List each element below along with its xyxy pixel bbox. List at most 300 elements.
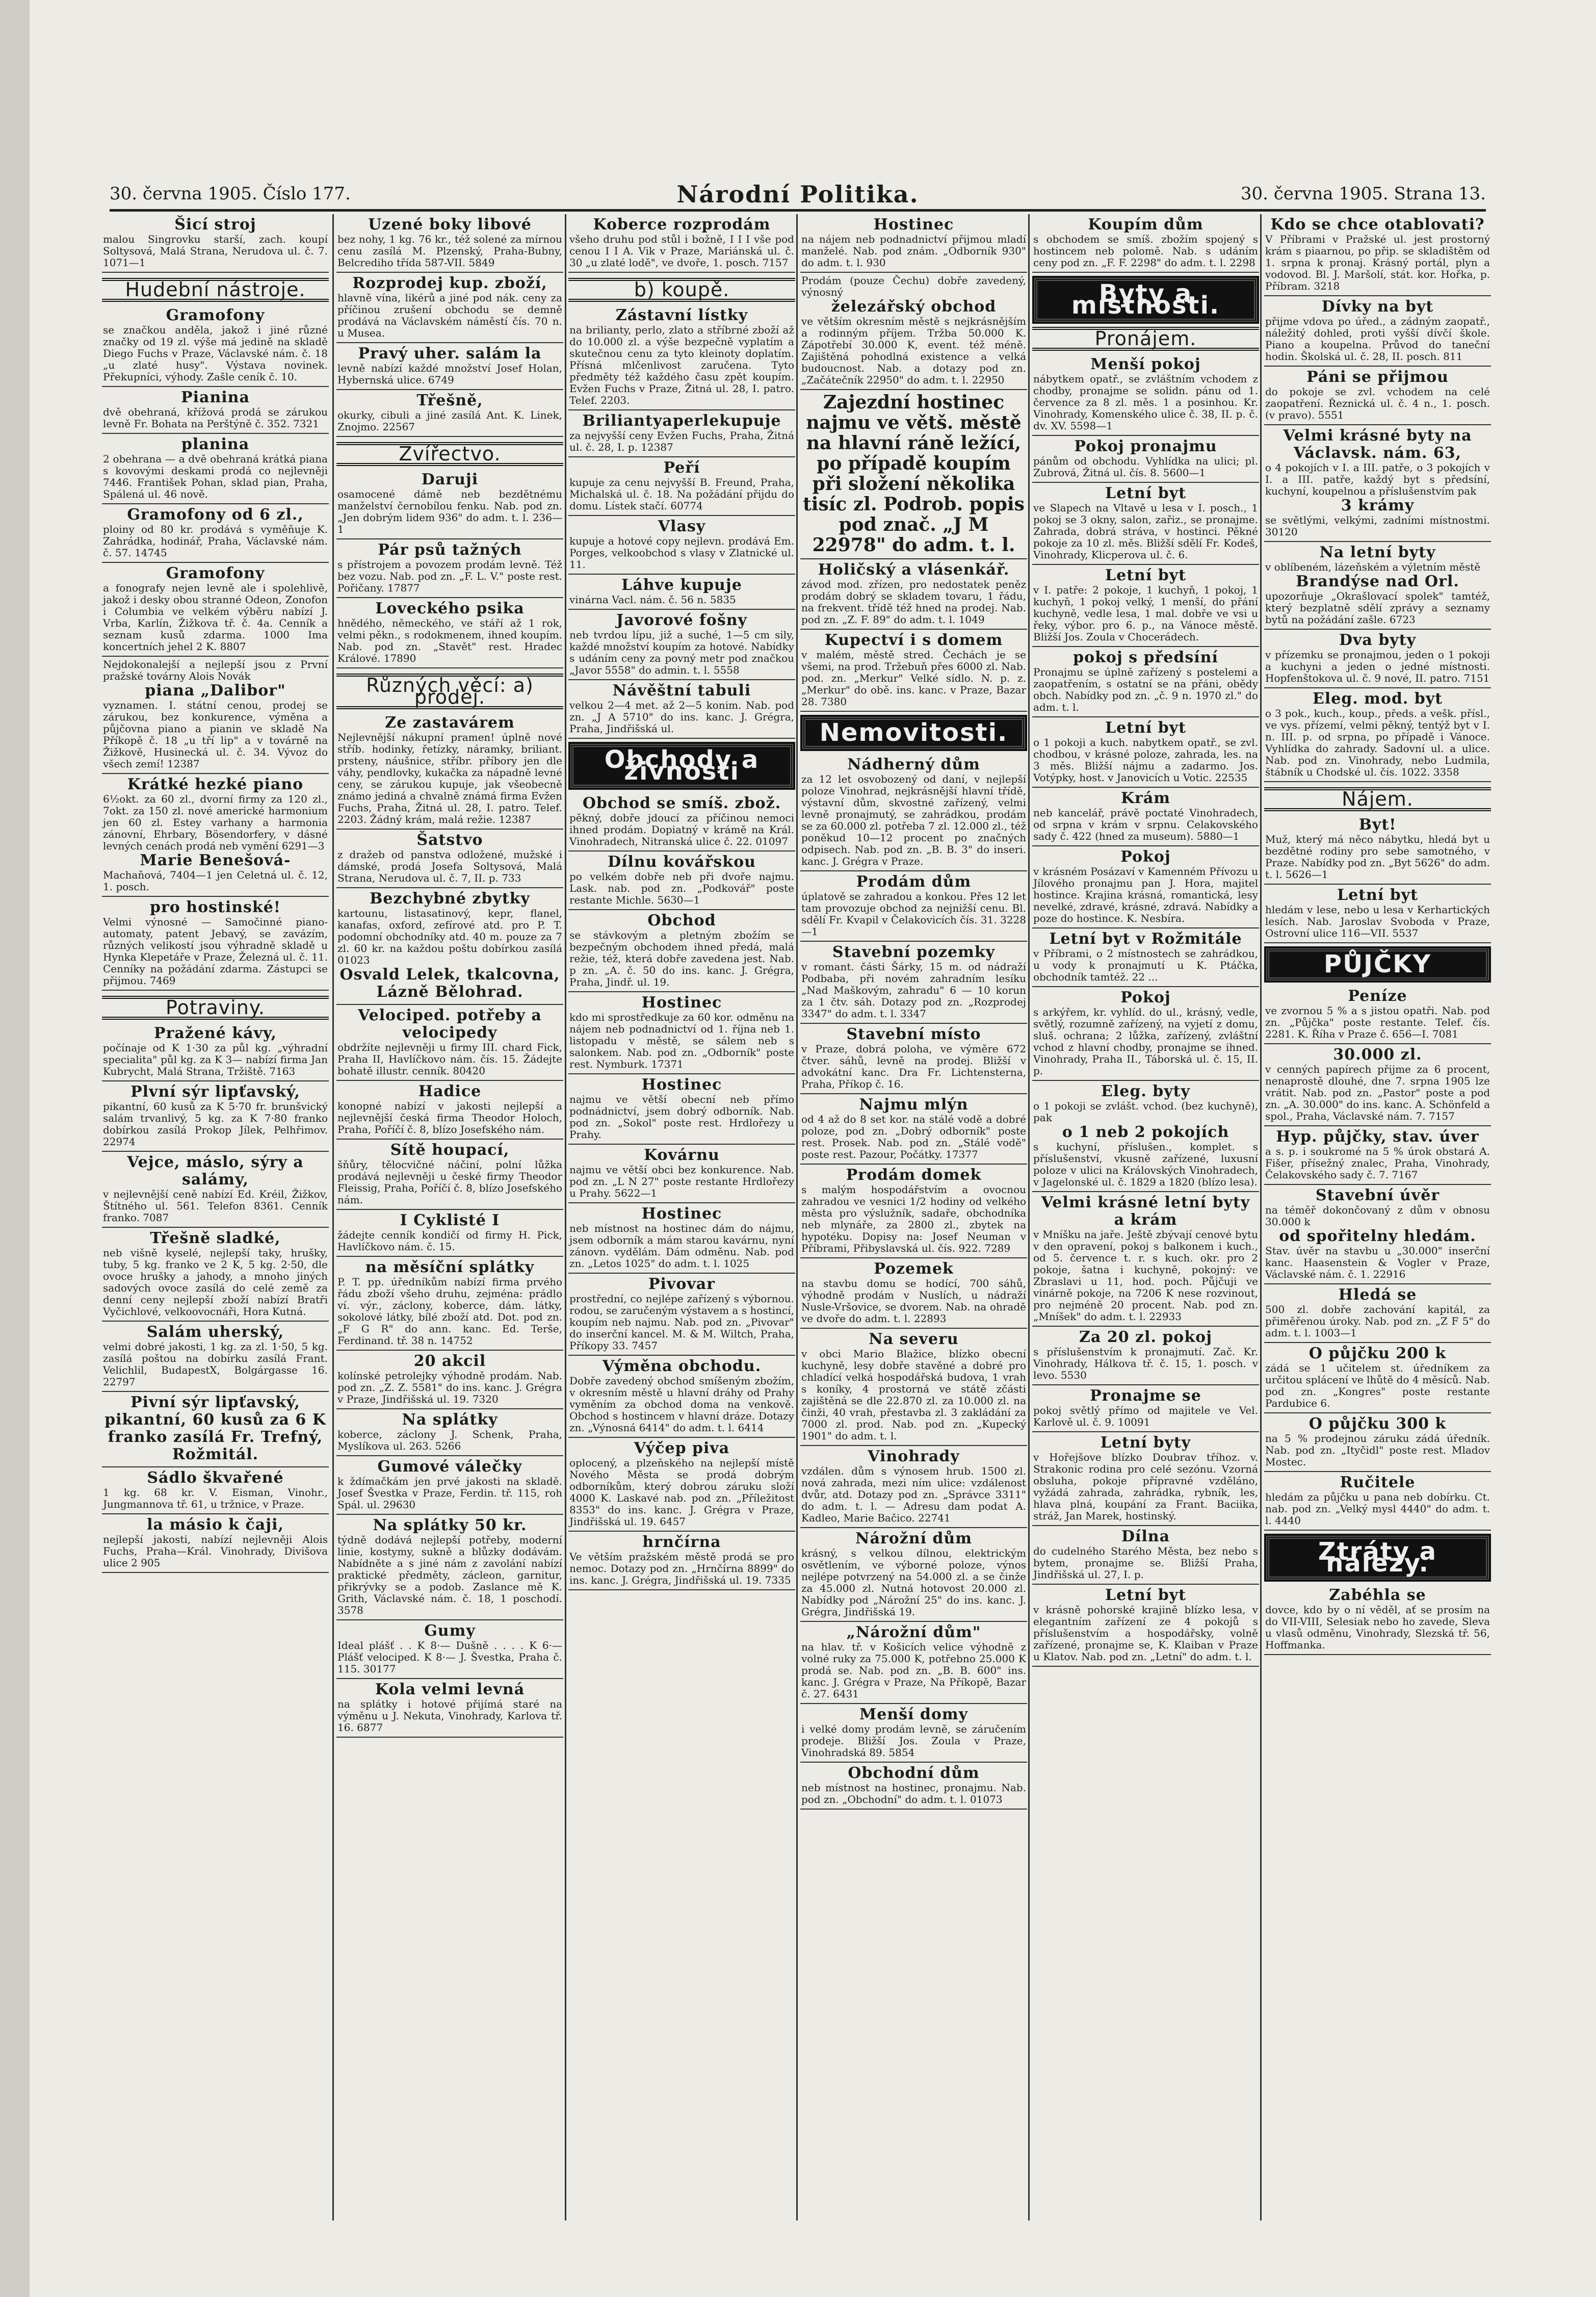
classified-ad: [568, 575, 795, 610]
ad-text: kdo mi sprostředkuje za 60 kor. odměnu na nájem neb podnadnictví od 1. října neb 1. listopadu v městě, se sálem neb s salonkem. Nab. pod zn. „Odborník" poste rest. Nymburk. 17371: [569, 1011, 794, 1070]
ad-text: se stávkovým a pletným zbožím se bezpečným obchodem ihned předá, malá režie, též, která dobře zavedena jest. Nab. p zn. „A. č. 50 do ins. kanc. J. Grégra, Praha, Jindř. ul. 19.: [569, 929, 794, 988]
ad-heading: Gumy: [424, 1622, 476, 1640]
ad-text: dvě obehraná, křížová prodá se zárukou levně Fr. Bohata na Perštýně č. 352. 7321: [103, 406, 328, 430]
ad-text: do cudelného Starého Města, bez nebo s bytem, pronajme se. Bližší Praha, Jindřišská ul. 27, I. p.: [1033, 1545, 1258, 1581]
classified-ad: [800, 754, 1027, 871]
ad-text: a fonografy nejen levně ale i spolehlivě, jakož i desky obou stranné Odeon, Zonofon i Columbia ve velkém výběru nabízí J. Vrba, Karlín, Žižkova tř. č. 4a. Cenník a seznam kusů zdarma. 1000 Ima koncertních jehel 2 K. 8807: [103, 582, 328, 653]
ad-heading: Holičský a vlásenkář.: [818, 561, 1010, 579]
ad-text: 6½okt. za 60 zl., dvorní firmy za 120 zl., 7okt. za 150 zl. nové americké harmonium jen 60 zl. Estey varhany a harmonia zánovní, Ehrbary, Bösendorfery, v dásné levných cenách prodá neb vymění 6291—3: [103, 793, 328, 852]
ad-text: o 3 pok., kuch., koup., předs. a vešk. přísl., ve vys. přízemí, velmi pěkný, tentýž byt v I. n. III. p. od srpna, po případě i Vánoce. Vyhlídka do zahrady. Sadovní ul. a ulice. Nab. pod zn. Vinohrady, nebo Ludmila, štábník u Chodské ul. čís. 1022. 3358: [1265, 707, 1490, 778]
ad-text: velkou 2—4 met. až 2—5 konim. Nab. pod zn. „J A 5710" do ins. kanc. J. Grégra, Praha, Jindřišská ul.: [569, 699, 794, 735]
classified-ad: [1264, 630, 1491, 688]
ad-heading: Dílna: [1121, 1528, 1170, 1545]
ad-text: ve větším okresním městě s nejkrásnějším a rodinným příjem. Tržba 50.000 K. Zápotřebí 30.000 K, event. též méně. Zajištěná pohodlná existence a velká budoucnost. Nab. a dotazy pod zn. „Začátečník 22950" do adm. t. l. 22950: [801, 315, 1026, 386]
newspaper-title: Národní Politika.: [676, 180, 919, 208]
ad-text: počínaje od K 1·30 za půl kg. „výhradní specialita" půl kg. za K 3— nabízí firma Jan Kubrycht, Malá Strana, Tržiště. 7163: [103, 1042, 328, 1077]
classified-ad: [1264, 214, 1491, 296]
ad-heading: Hostinec: [641, 994, 722, 1012]
classified-ad: [336, 712, 563, 830]
classified-ad: [1264, 688, 1491, 782]
classified-ad: [800, 942, 1027, 1024]
ad-text: přijme vdova po úřed., a zádným zaopatř., náležitý dohled, proti vyšší dívčí škole. Piano a koupelna. Průvod do taneční hodin. Školská ul. č. 28, II. posch. 811: [1265, 315, 1490, 363]
section-banner: Byty a místnosti.: [1034, 278, 1257, 322]
classified-ad: [800, 1024, 1027, 1094]
ad-heading: piana „Dalibor": [145, 682, 286, 700]
classified-ad: [568, 214, 795, 273]
section-banner: Ztráty a nálezy.: [1266, 1536, 1489, 1580]
ad-heading: Dva byty: [1339, 631, 1417, 649]
ad-heading: Obchodní dům: [848, 1764, 980, 1782]
ad-heading: Prodám domek: [846, 1166, 982, 1184]
ad-text: v Příbrami, o 2 místnostech se zahrádkou, u vody k pronajmutí u K. Ptáčka, obchodník tamtéž. 22 ...: [1033, 947, 1258, 983]
column-3: [568, 214, 795, 2221]
ad-heading: Za 20 zl. pokoj: [1079, 1328, 1212, 1346]
ad-text: v obci Mario Blažice, blízko obecní kuchyně, lesy dobře stavěné a dobré pro chladící velká hospodářská budova, 1 vrah s koníky, 4 prostorná ve státě zčásti zajištěná se dle 22.870 zl. za 10.000 zl. na činži, 40 vrah, přestavba zl. 3 zakládání za 7000 zl. prod. Nab. pod zn. „Kupecký 1901" do adm. t. l.: [801, 1348, 1026, 1442]
ad-text: s arkýřem, kr. vyhlíd. do ul., krásný, vedle, světlý, rozumně zařízený, na vyjetí z domu, sluš. ochrana; 2 lůžka, zařízený, zvláštní vchod z hlavní chodby, pronajme se ihned. Vinohrady, Praha II., Táborská ul. č. 15, II. p.: [1033, 1006, 1258, 1077]
ad-text: koberce, záclony J. Schenk, Praha, Myslíkova ul. 263. 5266: [337, 1428, 562, 1452]
ad-heading: Rozprodej kup. zboží,: [352, 274, 547, 292]
ad-text: v Hořejšove blízko Doubrav tříhoz. v. Strakonic rodina pro celé sezónu. Vzorná obsluha, pokoje přípravné vzděláno, vyžádá zahrada, zahrádka, rybník, les, hlava plná, koupání za Frant. Baciika, stráž, Jan Marek, hostinský.: [1033, 1451, 1258, 1522]
ad-heading: la másio k čaji,: [147, 1516, 284, 1534]
ad-heading: Koberce rozprodám: [593, 216, 771, 234]
ad-heading: Krám: [1120, 789, 1171, 807]
section-banner: Obchody a živnosti: [570, 744, 793, 788]
ad-heading: Velociped. potřeby a velocipedy: [358, 1006, 542, 1042]
ad-heading: Byt!: [1358, 816, 1397, 834]
ad-heading: Třešně sladké,: [150, 1229, 281, 1247]
column-6: [1264, 214, 1491, 2221]
ad-heading: Na letní byty: [1319, 544, 1436, 561]
classified-ad: [568, 992, 795, 1074]
classified-ad: [800, 1094, 1027, 1165]
ad-text: 500 zl. dobře zachování kapitál, za přiměřenou úroky. Nab. pod zn. „Z F 5" do adm. t. l. 1003—1: [1265, 1303, 1490, 1339]
classified-ad: [568, 1203, 795, 1274]
ad-heading: na měsíční splátky: [365, 1258, 535, 1276]
classified-ad: [1032, 436, 1259, 483]
ad-text: od 4 až do 8 set kor. na stálé vodě a dobré poloze, pod zn. „Dobrý odborník" poste rest. Prosek. Nab. pod zn. „Stálé vodě" poste rest. Pazour, Počátky. 17377: [801, 1113, 1026, 1160]
section-heading: Hudební nástroje.: [102, 278, 329, 302]
ad-heading: Menší pokoj: [1090, 355, 1201, 373]
column-rule: [332, 214, 334, 2221]
ad-heading: Gumové válečky: [377, 1458, 522, 1476]
classified-ad: [1032, 1385, 1259, 1432]
ad-text: kolínské petrolejky výhodně prodám. Nab. pod zn. „Z. Z. 5581" do ins. kanc. J. Grégra v Praze, Jindřišská ul. 19. 7320: [337, 1370, 562, 1405]
ad-text: Muž, který má něco nábytku, hledá byt u bezdětné rodiny pro sebe samotného, v Praze. Nabídky pod zn. „Byt 5626" do adm. t. l. 5626—1: [1265, 833, 1490, 881]
classified-ad: [1264, 542, 1491, 630]
section-heading: Pronájem.: [1032, 327, 1259, 351]
ad-text: na nájem neb podnadnictví přijmou mladí manželé. Nab. pod znám. „Odborník 930" do adm. t. l. 930: [801, 233, 1026, 269]
column-5: [1032, 214, 1259, 2221]
classified-ad: [336, 539, 563, 598]
ad-heading: Letní byt: [1337, 886, 1418, 904]
column-rule: [565, 214, 566, 2221]
ad-text: kupuje a hotové copy nejlevn. prodává Em. Porges, velkoobchod s vlasy v Zlatnické ul. 11.: [569, 535, 794, 571]
ad-heading: Hledá se: [1338, 1286, 1417, 1304]
classified-ad: [568, 793, 795, 851]
ad-heading: Vejce, máslo, sýry a salámy,: [127, 1153, 304, 1189]
classified-ad: [1264, 1585, 1491, 1655]
classified-ad: [568, 1145, 795, 1203]
classified-ad: [102, 563, 329, 657]
classified-ad: [102, 1152, 329, 1228]
ad-text: hledám v lese, nebo u lesa v Kerhartických lesích. Nab. Jaroslav Svoboda v Praze, Ostrovní ulice 116—VII. 5537: [1265, 904, 1490, 939]
classified-ad: [568, 305, 795, 410]
ad-text: malou Singrovku starší, zach. koupí Soltysová, Malá Strana, Nerudova ul. č. 7. 1071—1: [103, 233, 328, 269]
ad-text: Ve větším pražském městě prodá se pro nemoc. Dotazy pod zn. „Hrnčírna 8899" do ins. kanc. J. Grégra, Jindřišská ul. 19. 7335: [569, 1551, 794, 1586]
classified-ad: [336, 343, 563, 390]
ad-heading: O půjčku 200 k: [1309, 1345, 1447, 1362]
classified-ad: [568, 410, 795, 457]
ad-text: na téměř dokončovaný z dům v obnosu 30.000 k: [1265, 1204, 1490, 1228]
ad-text: kupuje za cenu nejvyšší B. Freund, Praha, Michalská ul. č. 18. Na požádání přijdu do domu. Lístek stačí. 60774: [569, 476, 794, 512]
ad-text: neb kancelář, právě poctaté Vinohradech, od srpna v krám v srpnu. Celakovského sady č. 422 (hned za museum). 5880—1: [1033, 807, 1258, 842]
classified-ad: [102, 1467, 329, 1514]
ad-heading: Koupím dům: [1088, 216, 1203, 234]
ad-text: P. T. pp. úředníkům nabízí firma prvého řádu zboží všeho druhu, zejména: prádlo ví. výr., záclony, koberce, dám. látky, sokolové látky, bílé zboží atd. Dot. pod zn. „F G R" do ann. kanc. Ed. Terše, Ferdinand. tř. 38 n. 14752: [337, 1276, 562, 1347]
ad-text: žádejte cenník kondičí od firmy H. Pick, Havlíčkovo nám. č. 15.: [337, 1229, 562, 1253]
ad-text: se světlými, velkými, zadními místnostmi. 30120: [1265, 514, 1490, 538]
classified-ad: [568, 516, 795, 575]
classified-ad: [568, 610, 795, 680]
ad-heading: Vlasy: [658, 518, 706, 535]
ad-heading: O půjčku 300 k: [1309, 1415, 1447, 1433]
ad-text: V Příbrami v Pražské ul. jest prostorný krám s piaarnou, po přip. se skladištěm od 1. srpna k pronaj. Krásný portál, plyn a vodovod. Bl. J. Maršolí, stát. kor. Hořka, p. Příbram. 3218: [1265, 233, 1490, 292]
ad-text: hlavně vína, likérů a jiné pod nák. ceny za příčinou zrušení obchodu se demně prodává na Václavském náměstí čís. 70 n. u Musea.: [337, 292, 562, 339]
ad-heading: Eleg. mod. byt: [1312, 690, 1443, 708]
ad-heading: Krátké hezké piano: [127, 776, 304, 793]
ad-heading: Sítě houpací,: [390, 1141, 510, 1159]
classified-ad: [568, 1274, 795, 1356]
classified-ad: [336, 390, 563, 437]
ad-heading: Hostinec: [641, 1076, 722, 1094]
classified-ad: [102, 774, 329, 897]
ad-heading: Hostinec: [873, 216, 954, 234]
ad-heading: Šatstvo: [416, 831, 483, 849]
ad-heading: pokoj s předsíní: [1073, 649, 1218, 666]
ad-heading: planina: [181, 435, 250, 453]
ad-heading: hrnčírna: [642, 1533, 721, 1551]
column-1: [102, 214, 329, 2221]
classified-ad: [336, 469, 563, 539]
classified-ad: [1264, 367, 1491, 425]
ad-heading: Uzené boky libové: [368, 216, 532, 234]
ad-heading: Na severu: [869, 1330, 959, 1348]
ad-text: okurky, cibuli a jiné zasílá Ant. K. Linek, Znojmo. 22567: [337, 409, 562, 433]
ad-heading: Gramofony: [166, 564, 265, 582]
classified-ad: [336, 1515, 563, 1620]
classified-ad: [1264, 1126, 1491, 1185]
ad-text: závod mod. zřízen, pro nedostatek peněz prodám dobrý se skladem tovaru, 1 řádu, na frekvent. třídě též hned na prodej. Nab. pod zn. „Z. F. 89" do adm. t. l. 1049: [801, 578, 1026, 626]
classified-ad: [102, 1514, 329, 1573]
ad-heading: Letní byty: [1100, 1434, 1191, 1452]
ad-text: najmu ve větší obecní neb přímo podnádnictví, jsem dobrý odborník. Nab. pod zn. „Sokol" poste rest. Hrdlořezy u Prahy.: [569, 1093, 794, 1141]
classified-ad: [1264, 1343, 1491, 1413]
classified-ad: [1032, 483, 1259, 565]
ad-text: ve zvornou 5 % a s jistou opatři. Nab. pod zn. „Půjčka" poste restante. Telef. čís. 2281. K. Říha v Praze č. 656—I. 7081: [1265, 1004, 1490, 1040]
ad-text: všeho druhu pod stůl i božně, I I I vše pod cenou I I A. Vik v Praze, Mariánská ul. č. 30 „u zlaté lodě", ve dvoře, 1. posch. 7157: [569, 233, 794, 269]
ad-text: neb místnost na hostinec, pronajmu. Nab. pod zn. „Obchodní" do adm. t. l. 01073: [801, 1782, 1026, 1805]
ad-text: v přízemku se pronajmou, jeden o 1 pokoji a kuchyni a jeden o jedné místnosti. Hopfenštokova ul. č. 9 nové, II. patro. 7151: [1265, 649, 1490, 684]
classified-ad: [800, 871, 1027, 942]
ad-text: se značkou anděla, jakož i jiné různé značky od 19 zl. výše má jedině na skladě Diego Fuchs v Praze, Václavské nám. č. 18 „u zlaté husy". Výstava novinek. Překupníci, výhody. Zašle ceník č. 10.: [103, 324, 328, 383]
ad-heading: Pravý uher. salám la: [358, 345, 542, 363]
classified-ad: [800, 1165, 1027, 1258]
ad-heading: Gramofony: [166, 306, 265, 324]
ad-text: velmi dobré jakosti, 1 kg. za zl. 1·50, 5 kg. zasílá poštou na dobírku zasílá Frant. Velichlil, BudapestX, Bolgárgasse 16. 22797: [103, 1340, 328, 1388]
ad-text: hnědého, německého, ve stáří až 1 rok, velmi pěkn., s rodokmenem, ihned koupím. Nab. pod zn. „Stavět" rest. Hradec Králové. 17890: [337, 617, 562, 664]
classified-ad: [800, 214, 1027, 273]
ad-text: v Praze, dobrá poloha, ve výměre 672 čtver. sáhů, levně na prodej. Bližší v advokátní kanc. Dra Fr. Lichtensterna, Praha, Příkop č. 16.: [801, 1043, 1026, 1090]
ad-text: vzdálen. dům s výnosem hrub. 1500 zl. nová zahrada, mezi ním ulice: vzdálenost dvůr, atd. Dotazy pod zn. „Správce 3311" do adm. t. l. — Adresu dam podat A. Kadleo, Marie Bačico. 22741: [801, 1465, 1026, 1524]
ad-text: 1 kg. 68 kr. V. Eisman, Vinohr., Jungmannova tř. 61, u tržnice, v Praze.: [103, 1486, 328, 1510]
ad-text: v I. patře: 2 pokoje, 1 kuchyň, 1 pokoj, 1 kuchyň, 1 pokoj velký, 1 menší, do přání kuchyně, vedle lesa, 1 mal. dobře ve vsi u řeky, výbor. pro 6. p., na Vánoce městě. Bližší Jos. Zoula v Chocerádech.: [1033, 584, 1258, 643]
ad-heading: Salám uherský,: [146, 1323, 284, 1341]
classified-ad: [1032, 788, 1259, 846]
ad-text: levně nabízí každé množství Josef Holan, Hybernská ulice. 6749: [337, 362, 562, 386]
ad-heading: Daruji: [421, 471, 479, 488]
ad-text: v Mníšku na jaře. Ještě zbývají cenové bytu v den opravení, pokoj s balkonem i kuch., od 5. července t. r. s kuch. okr. pro 2 pokoje, šatna i kuchyně, pokojný: ve Zbraslavi u 11, hod. poch. Půjčuji ve vinárně pokoje, na 7206 K nese rozvinout, pro nejméně 20 procent. Nab. pod zn. „Mníšek" do adm. t. l. 22933: [1033, 1228, 1258, 1323]
ad-heading: Velmi krásné letní byty a krám: [1041, 1194, 1250, 1229]
ad-heading: Velmi krásné byty na Václavsk. nám. 63,: [1283, 427, 1472, 462]
ad-heading: Loveckého psika: [375, 600, 525, 617]
ad-text: Velmi výnosné — Samočinné piano-automaty, patent Jebavý, se zavázím, různých velikostí jsou výhradně skladě u Hynka Klepetáře v Praze, Železná ul. č. 11. Cenníky na požádání zdarma. Zástupci se přijmou. 7469: [103, 916, 328, 987]
classified-ad: [1264, 986, 1491, 1044]
ad-heading: Dívky na byt: [1321, 298, 1434, 316]
classified-ad: [1264, 1472, 1491, 1531]
classified-ad: [800, 1622, 1027, 1704]
column-rule: [1028, 214, 1030, 2221]
ad-text: pěkný, dobře jdoucí za příčinou nemoci ihned prodám. Dopiatný v krámě na Král. Vinohradech, Nitranská ulice č. 22. 01097: [569, 812, 794, 847]
ad-text: v nejlevnější ceně nabízí Ed. Kréil, Žižkov, Štítného ul. 561. Telefon 8361. Cenník franko. 7087: [103, 1188, 328, 1224]
classified-ad: [102, 504, 329, 563]
ad-text: na splátky i hotové přijímá staré na výměnu u J. Nekuta, Vinohrady, Karlova tř. 16. 6877: [337, 1698, 562, 1734]
ad-heading: Marie Benešová-: [140, 851, 291, 869]
ad-text: na stavbu domu se hodící, 700 sáhů, výhodně prodám v Nuslích, u nádraží Nusle-Vršovice, se dvorem. Nab. na ohradě ve dvoře do adm. t. l. 22893: [801, 1277, 1026, 1325]
ad-heading: Na splátky: [402, 1411, 498, 1429]
classified-ad: [336, 1140, 563, 1210]
section-heading: Potraviny.: [102, 996, 329, 1020]
ad-text: za 12 let osvobozený od daní, v nejlepší poloze Vinohrad, nejkrásnější hlavní třídě, výstavní dům, skvostné zařízený, velmi levně pronajmutý, se zahrádkou, prodám se za 60.000 zl. potřeba 7 zl. 12.000 zl., též poněkud 10—12 procent po značných odpisech. Nab. pod zn. „B. B. 3" do inseri. kanc. J. Grégra v Praze.: [801, 773, 1026, 867]
ad-heading: Ze zastavárem: [385, 714, 515, 732]
ad-text: na 5 % prodejnou záruku zádá úředník. Nab. pod zn. „Ityčidl" poste rest. Mladov Mostec.: [1265, 1432, 1490, 1468]
classified-ad: [1264, 1044, 1491, 1126]
classified-ad: [1264, 1284, 1491, 1343]
ad-heading: Pivovar: [648, 1275, 716, 1293]
ad-heading: o 1 neb 2 pokojích: [1062, 1123, 1229, 1141]
classified-ad: [102, 214, 329, 273]
ad-heading: Letní byt v Rožmitále: [1049, 930, 1242, 948]
classified-ad: [336, 1456, 563, 1515]
ad-heading: Obchod: [647, 912, 716, 930]
ad-text: s kuchyní, příslušen., komplet. s příslušenství, vkusně zařízené, luxusní poloze v ulici na Královských Vinohradech, v Jagelonské ul. č. 1829 a 1820 (blízo lesa).: [1033, 1141, 1258, 1188]
ad-heading: Hostinec: [641, 1205, 722, 1223]
column-4: [800, 214, 1027, 2221]
ad-text: kartounu, listasatinový, kepr, flanel, kanafas, oxford, zefírové atd. pro P. T. podomní obchodníky atd. 40 m. pouze za 7 zl. 60 kr. na každou poštu dobírkou zasílá 01023: [337, 907, 562, 966]
ad-text: konopné nabízí v jakosti nejlepší a nejlevnější česká firma Theodor Holoch, Praha, Poříčí č. 8, blízo Josefského nám.: [337, 1100, 562, 1135]
ad-text: s přístrojem a povozem prodám levně. Též bez vozu. Nab. pod zn. „F. L. V." poste rest. Pořičany. 17877: [337, 558, 562, 594]
section-banner: Nemovitosti.: [802, 717, 1025, 749]
ad-text: bez nohy, 1 kg. 76 kr., též solené za mírnou cenu zasílá M. Plzenský, Praha-Bubny, Belcrediho třída 587-VII. 5849: [337, 233, 562, 269]
classified-ad: [102, 897, 329, 991]
ad-text: v krásně pohorské krajině blízko lesa, v elegantním zařízení ze 4 pokojů s příslušenstvím a hospodářsky, volně zařízené, pronajme se, K. Klaiban v Praze u Klatov. Nab. pod zn. „Letní" do adm. t. l.: [1033, 1604, 1258, 1663]
ad-heading: „Nárožní dům": [846, 1623, 981, 1641]
classified-ad: [336, 273, 563, 343]
ad-heading: Kovárnu: [644, 1146, 720, 1164]
classified-ad: [800, 1528, 1027, 1622]
classified-ad: [1032, 1585, 1259, 1667]
ad-text: najmu ve větší obci bez konkurence. Nab. pod zn. „L N 27" poste restante Hrdlořezy u Prahy. 5622—1: [569, 1164, 794, 1199]
ad-heading: Pokoj pronajmu: [1074, 437, 1217, 455]
section-banner: PŮJČKY: [1266, 948, 1489, 980]
ad-heading: Letní byt: [1105, 566, 1186, 584]
classified-ad: [800, 1329, 1027, 1446]
ad-text: pánům od obchodu. Vyhlídka na ulici; pl. Zubrová, Žitná ul. čís. 8. 5600—1: [1033, 455, 1258, 479]
classified-ad: [1264, 814, 1491, 885]
ad-heading: Kupectví i s domem: [824, 631, 1003, 649]
classified-ad: [336, 214, 563, 273]
classified-ad: [102, 434, 329, 504]
classified-ad: [568, 457, 795, 516]
ad-text: i velké domy prodám levně, se záručením prodeje. Bližší Jos. Zoula v Praze, Vinohradská 89. 5854: [801, 1723, 1026, 1759]
ad-heading: Zajezdní hostinec najmu ve větš. městě na hlavní ráně ležící, po případě koupím při složení několika tisíc zl. Podrob. popis pod znač. „J M 22978" do adm. t. l.: [803, 392, 1025, 556]
ad-heading: Plvní sýr lipťavský,: [130, 1083, 300, 1101]
classified-ad: [568, 851, 795, 910]
classified-ad: [1032, 565, 1259, 647]
classified-ad: [800, 1446, 1027, 1528]
ad-text: vyznamen. I. státní cenou, prodej se zárukou, bez konkurence, výměna a půjčovna piano a pianin ve skladě Na Příkopě č. 18 „u tří lip" a v továrně na Žižkově, Husinecká ul. č. 34. Vývoz do všech zemí! 12387: [103, 699, 328, 770]
classified-ad: [102, 305, 329, 387]
ad-text: a s. p. i soukromé na 5 % úrok obstará A. Fišer, přísežný znalec, Praha, Vinohrady, Čelakovského sady č. 7. 7167: [1265, 1145, 1490, 1181]
ad-text: neb višně kyselé, nejlepší taky, hrušky, tuby, 5 kg. franko ve 2 K, 5 kg. 2·50, dle ovoce hrušky a jahody, a mnoho jiných sadových ovoce zasílá do celé země za denní ceny nejlepší zboží nabízí Bratři Vyčichlové, velkoovocnáři, Hora Kutná.: [103, 1247, 328, 1318]
ad-text: nejlepší jakosti, nabízí nejlevněji Alois Fuchs, Praha—Král. Vinohrady, Divišova ulice 2 905: [103, 1533, 328, 1569]
ad-text: Pronajmu se úplně zařízený s postelemi a zaopatřením, s ostatní se na přáni, obědy obch. Nabídky pod zn. „č. 9 n. 1970 zl." do adm. t. l.: [1033, 666, 1258, 713]
ad-heading: Výměna obchodu.: [602, 1357, 762, 1375]
ad-text: neb místnost na hostinec dám do nájmu, jsem odborník a mám starou kavárnu, nyní zánovn. vydělám. Dám odměnu. Nab. pod zn. „Letos 1025" do adm. t. l. 1025: [569, 1222, 794, 1270]
ad-text: ve Slapech na Vltavě u lesa v I. posch., 1 pokoj se 3 okny, salon, zařiz., se pronajme. Zahrada, dobrá stráva, v hostinci. Pěkné pokoje za 10 zl. měs. Bližší sdělí Fr. Kodeš, Vinohrady, Klicperova ul. č. 6.: [1033, 502, 1258, 561]
ad-text: ploiny od 80 kr. prodává s vyměňuje K. Zahrádka, hodinář, Praha, Václavské nám. č. 57. 14745: [103, 523, 328, 559]
classified-ad: [568, 1074, 795, 1145]
ad-heading: pro hostinské!: [150, 898, 281, 916]
classified-ad: [102, 387, 329, 434]
ad-heading: Návěštní tabuli: [612, 682, 751, 700]
ad-text: v malém, městě stred. Čechách je se všemi, na prod. Tržebuň přes 6000 zl. Nab. pod. zn. „Merkur" Velké sídlo. N. p. z. „Merkur" do obě. ins. kanc. v Praze, Bazar 28. 7380: [801, 649, 1026, 708]
ad-heading: železářský obchod: [831, 298, 997, 316]
classified-ad: [1032, 717, 1259, 788]
ad-heading: 30.000 zl.: [1333, 1046, 1422, 1064]
classified-ad: [568, 1532, 795, 1590]
ad-text: do pokoje se zvl. vchodem na celé zaopatření. Řeznická ul. č. 4 n., 1. posch. (v pravo). 5551: [1265, 385, 1490, 421]
classified-ad: [336, 598, 563, 668]
ad-heading: Nádherný dům: [847, 756, 980, 773]
ad-heading: Stavební pozemky: [832, 943, 996, 961]
column-rule: [1260, 214, 1262, 2221]
section-heading: b) koupě.: [568, 278, 795, 302]
ad-heading: Letní byt: [1105, 1586, 1186, 1604]
column-rule: [796, 214, 798, 2221]
ad-heading: Eleg. byty: [1101, 1082, 1190, 1100]
section-heading: Zvířectvo.: [336, 442, 563, 466]
ad-heading: Zabéhla se: [1329, 1586, 1426, 1604]
classified-ad: [1264, 296, 1491, 367]
ad-text: vinárna Vacl. nám. č. 56 n. 5835: [569, 593, 736, 606]
classified-ad: [1032, 928, 1259, 987]
classified-ad: [102, 1081, 329, 1152]
ad-heading: Pokoj: [1120, 989, 1171, 1006]
ad-heading: Pivní sýr lipťavský, pikantní, 60 kusů za 6 K franko zasílá Fr. Trefný, Rožmitál.: [104, 1393, 326, 1463]
ad-text: Machaňová, 7404—1 jen Celetná ul. č. 12, 1. posch.: [103, 869, 328, 893]
ad-text: zádá se 1 učitelem st. úředníkem za určitou splácení ve lhůtě do 4 měsíců. Nab. pod zn. „Kongres" poste restante Pardubice 6.: [1265, 1362, 1490, 1409]
ad-heading: Hadice: [418, 1082, 482, 1100]
classified-ad: [336, 830, 563, 888]
ad-heading: od spořitelny hledám.: [1279, 1227, 1476, 1245]
classified-ad: [1032, 1432, 1259, 1526]
ad-text: Dobře zavedený obchod smíšeným zbožím, v okresním městě u hlavní dráhy od Prahy vyměním za obchod doma na venkově. Obchod s hostincem v hlavní dráze. Dotazy zn. „Výnosná 6414" do adm. t. l. 6414: [569, 1375, 794, 1434]
header-date-issue: 30. června 1905. Číslo 177.: [110, 184, 351, 204]
ad-heading: Pozemek: [874, 1260, 954, 1278]
classified-ad: [800, 1258, 1027, 1329]
classified-ad: [336, 1210, 563, 1257]
ad-text: o 1 pokoji se zvlášt. vchod. (bez kuchyně), pak: [1033, 1100, 1258, 1124]
classified-ad: [1264, 885, 1491, 943]
ad-heading: 3 krámy: [1341, 497, 1415, 514]
ad-heading: Prodám dům: [856, 873, 972, 891]
ad-heading: Třešně,: [416, 392, 483, 409]
ad-text: na brilianty, perlo, zlato a stříbrné zboží až do 10.000 zl. a výše bezpečně vyplatím a skutečnou cenu za tyto kleinoty doplatím. Přísná mlčenlivost zaručena. Tyto předměty též každého času zpět koupím. Evžen Fuchs v Praze, Žitná ul. 28, I. patro. Telef. 2203.: [569, 324, 794, 406]
ad-text: v romant. části Šárky, 15 m. od nádraží Podbaba, při novém zahradním lesíku „Nad Maškovým, zahradu" 6 — 10 korun za 1 čtv. sáh. Dotazy pod zn. „Rozprodej 3347" do adm. t. l. 3347: [801, 961, 1026, 1020]
ad-text: dovce, kdo by o ní věděl, ať se prosím na do VII-VIII, Selesiak nebo ho zavede, Sleva u vlasů odměnu, Vinohrady, Slezská tř. 56, Hoffmanka.: [1265, 1604, 1490, 1651]
classified-ad: [1032, 1526, 1259, 1585]
ad-text: Stav. úvěr na stavbu u „30.000" inserční kanc. Haasenstein & Vogler v Praze, Václavské nám. č. 1. 22916: [1265, 1245, 1490, 1280]
classified-ad: [800, 273, 1027, 390]
ad-heading: Gramofony od 6 zl.,: [127, 506, 304, 524]
ad-text: oplocený, a plzeňského na nejlepší místě Nového Města se prodá dobrým odborníkům, který dobrou záruku složí 4000 K. Laskavé nab. pod zn. „Příležitost 8353" do ins. kanc. J. Grégra v Praze, Jindřišská ul. 19. 6457: [569, 1457, 794, 1528]
classified-ad: [1032, 846, 1259, 928]
ad-heading: Zástavní lístky: [615, 306, 748, 324]
section-heading: Nájem.: [1264, 787, 1491, 811]
classified-ad: [336, 1679, 563, 1738]
classified-ad: [1032, 987, 1259, 1081]
ad-text: úplatově se zahradou a konkou. Přes 12 let tam provozuje obchod za nejnižší cenu. Bl. sdělí Fr. Kvapil v Čelakovicích čís. 31. 3228—1: [801, 890, 1026, 938]
ad-heading: Stavební místo: [846, 1025, 981, 1043]
ad-heading: Vinohrady: [868, 1448, 960, 1465]
ad-text: s obchodem se smíš. zbožím spojený s hostincem neb polomě. Nab. s udáním ceny pod zn. „F. F. 2298" do adm. t. l. 2298: [1033, 233, 1258, 269]
classified-ad: [800, 630, 1027, 712]
classified-ad: [1264, 1413, 1491, 1472]
classified-ad: [568, 910, 795, 992]
classified-ad: [1032, 1081, 1259, 1192]
ad-text: Nejlevnější nákupní pramen! úplně nové stříb. hodinky, řetízky, náramky, briliant. prsteny, náušnice, stříbr. příbory jen dle váhy, pendlovky, kukačka za nápadně levné ceny, se zárukou kupuje, jak všeobecně známo jediná a chvalně známá firma Evžen Fuchs, Praha, Žitná ul. 28, I. patro. Telef. 2203. Žádný krám, malá režie. 12387: [337, 731, 562, 825]
ad-heading: Letní byt: [1105, 719, 1186, 737]
classified-ad: [800, 1704, 1027, 1763]
ad-heading: Šicí stroj: [174, 216, 256, 234]
ad-heading: Pražené kávy,: [154, 1024, 277, 1042]
classified-ad: [336, 1351, 563, 1409]
classified-ad: [800, 1763, 1027, 1810]
ad-text: pikantní, 60 kusů za K 5·70 fr. brunšvický salám trvanlivý, 5 kg. za K 7·80 franko dobírkou zasílá Prokop Jílek, Pelhřimov. 22974: [103, 1100, 328, 1148]
ad-heading: Ručitele: [1340, 1474, 1416, 1491]
ad-text: na hlav. tř. v Košicích velice výhodně z volné ruky za 75.000 K, potřebno 25.000 K prodá se. Nab. pod zn. „B. B. 600" ins. kanc. J. Grégra v Praze, Na Příkopě, Bazar č. 27. 6431: [801, 1641, 1026, 1700]
ad-heading: 20 akcil: [413, 1352, 486, 1370]
ad-text: krásný, s velkou dílnou, elektrickým osvětlením, ve výborné poloze, výnos nejlépe potvrzený na 54.000 zl. a se činže za 45.000 zl. Nutná hotovost 20.000 zl. Nabídky pod „Nárožní 25" do ins. kanc. J. Grégra, Jindřišská 19.: [801, 1547, 1026, 1618]
classified-ad: [336, 1620, 563, 1679]
ad-heading: Pokoj: [1120, 848, 1171, 866]
ad-text: s příslušenstvím k pronajmutí. Zač. Kr. Vinohrady, Hálkova tř. č. 15, 1. posch. v levo. 5530: [1033, 1346, 1258, 1381]
ad-heading: Najmu mlýn: [859, 1096, 969, 1114]
classified-ad: [568, 1356, 795, 1438]
section-heading: Různých věcí: a) prodej.: [336, 674, 563, 709]
ad-heading: Sádlo škvařené: [147, 1469, 284, 1487]
ad-heading: Výčep piva: [634, 1439, 730, 1457]
